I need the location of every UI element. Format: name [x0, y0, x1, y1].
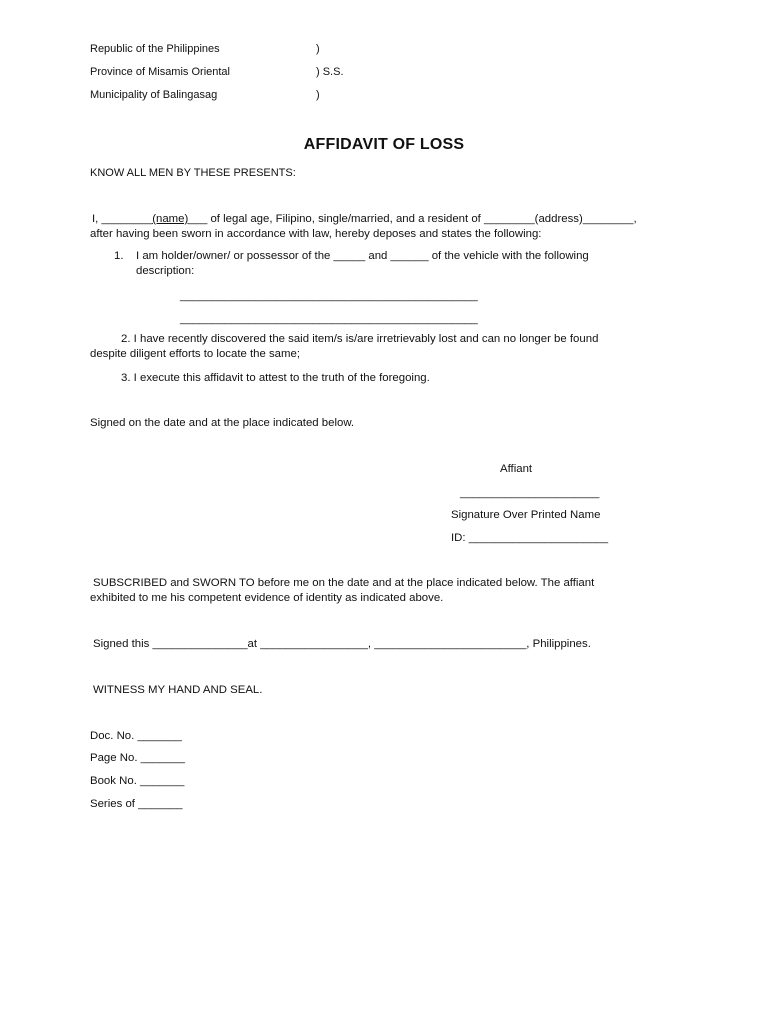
- para1-i: I, ________: [92, 213, 153, 225]
- document-title: AFFIDAVIT OF LOSS: [303, 136, 465, 153]
- caption-paren-3: ): [316, 89, 320, 101]
- series-of: Series of _______: [90, 798, 183, 810]
- item3-line: 3. I execute this affidavit to attest to the truth of the foregoing.: [121, 372, 430, 384]
- doc-no: Doc. No. _______: [90, 730, 182, 742]
- book-no: Book No. _______: [90, 775, 185, 787]
- item1-line1: I am holder/owner/ or possessor of the _____ and ______ of the vehicle with the following: [136, 250, 589, 262]
- para1-name: (name): [152, 213, 189, 225]
- witness-line: WITNESS MY HAND AND SEAL.: [93, 684, 263, 696]
- page-no: Page No. _______: [90, 752, 186, 764]
- caption-ss: ) S.S.: [316, 66, 344, 78]
- item2-line2: despite diligent efforts to locate the same;: [90, 348, 301, 360]
- description-blank-1: _______________________________________________: [180, 290, 478, 302]
- signature-label: Signature Over Printed Name: [451, 509, 601, 521]
- signed-this-line: Signed this _______________at _________________, ________________________, Philippines.: [93, 638, 591, 650]
- item2-line1: 2. I have recently discovered the said item/s is/are irretrievably lost and can no longer be found: [121, 333, 599, 345]
- caption-paren-1: ): [316, 43, 320, 55]
- intro-line: KNOW ALL MEN BY THESE PRESENTS:: [90, 167, 296, 179]
- para1-line2: after having been sworn in accordance with law, hereby deposes and states the following:: [90, 228, 542, 240]
- affiant-signature-line: ______________________: [460, 487, 600, 499]
- description-blank-2: _______________________________________________: [180, 313, 478, 325]
- jurat-line2: exhibited to me his competent evidence of identity as indicated above.: [90, 592, 444, 604]
- jurat-line1: SUBSCRIBED and SWORN TO before me on the date and at the place indicated below. The affiant: [93, 577, 595, 589]
- item1-number: 1.: [114, 250, 124, 262]
- para1-line1: [92, 213, 637, 225]
- caption-province: Province of Misamis Oriental: [90, 66, 230, 78]
- affiant-id-line: ID: ______________________: [451, 532, 609, 544]
- caption-municipality: Municipality of Balingasag: [90, 89, 218, 101]
- para1-rest: ___ of legal age, Filipino, single/married, and a resident of ________(address)________,: [188, 213, 637, 225]
- caption-republic: Republic of the Philippines: [90, 43, 220, 55]
- signed-note: Signed on the date and at the place indicated below.: [90, 417, 355, 429]
- item1-line2: description:: [136, 265, 195, 277]
- affiant-label: Affiant: [500, 463, 533, 475]
